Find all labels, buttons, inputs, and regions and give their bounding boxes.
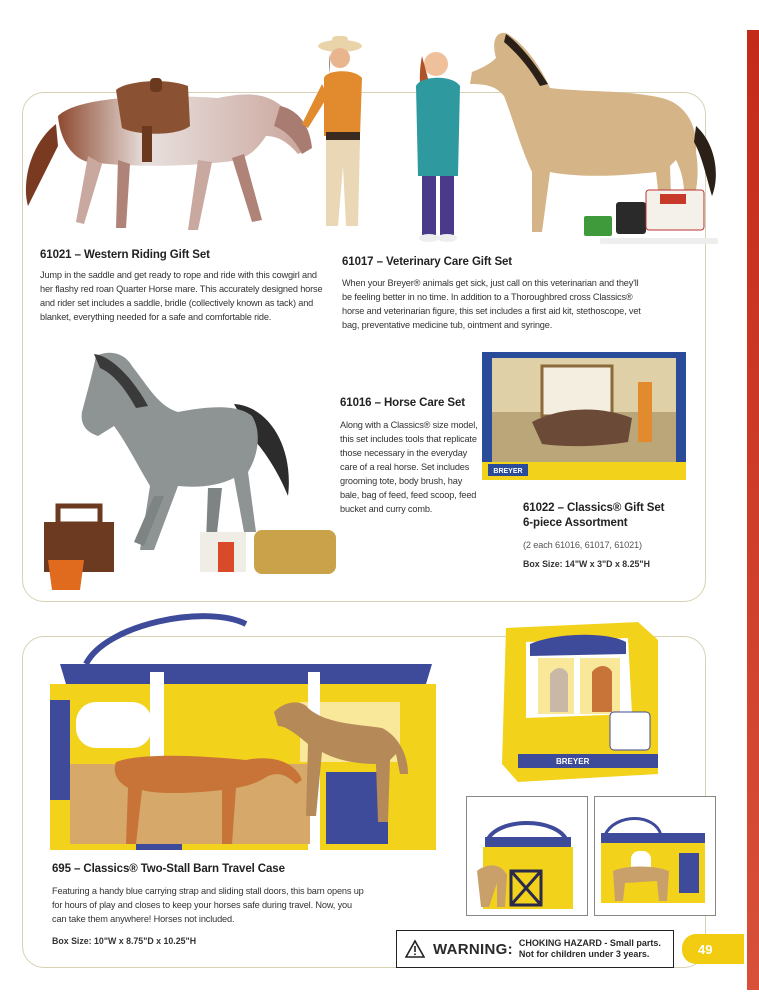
warning-triangle-icon — [405, 939, 425, 959]
page-number-tab — [682, 934, 744, 964]
barn-open-photo — [594, 796, 716, 916]
barn-closed-photo — [466, 796, 588, 916]
choking-hazard-warning — [396, 930, 674, 968]
classics-gift-set-box-size: Box Size: 14"W x 3"D x 8.25"H — [523, 559, 650, 569]
warning-label: WARNING: — [433, 940, 513, 958]
classics-gift-set-assortment: (2 each 61016, 61017, 61021) — [523, 540, 642, 550]
page-edge-stripe — [747, 30, 759, 990]
barn-travel-case-box-size: Box Size: 10"W x 8.75"D x 10.25"H — [52, 936, 197, 946]
horse-care-set-title: 61016 – Horse Care Set — [340, 397, 466, 409]
barn-travel-case-description: Featuring a handy blue carrying strap and sliding stall doors, this barn opens up for hours of play and closes to keep your horses safe during travel. Now, you can take them anywhere! Horses not included. — [52, 886, 364, 924]
western-riding-title: 61021 – Western Riding Gift Set — [40, 249, 210, 261]
barn-travel-case-title: 695 – Classics® Two-Stall Barn Travel Case — [52, 863, 285, 875]
veterinary-horse-image — [400, 26, 730, 256]
barn-retail-box-image — [498, 614, 662, 784]
western-riding-horse-image — [18, 36, 378, 246]
two-stall-barn-image — [46, 604, 454, 858]
horse-care-set-description: Along with a Classics® size model, this set includes tools that replicate those necessary in the everyday care of a real horse. Set includes grooming tote, body brush, hay bale, bag of feed, feed scoop, feed bucket and curry comb. — [340, 420, 478, 514]
barn-box-brand-label: BREYER — [556, 757, 590, 766]
classics-gift-set-title: 61022 – Classics® Gift Set — [523, 502, 665, 514]
veterinary-care-description: When your Breyer® animals get sick, just call on this veterinarian and they'll be feeling better in no time. In addition to a Thoroughbred cross Classics® horse and veterinarian figure, this set includes a first aid kit, stethoscope, vet bag, preventative medicine tub, ointment and syringe. — [342, 278, 641, 330]
page-number: 49 — [698, 941, 713, 957]
veterinary-care-title: 61017 – Veterinary Care Gift Set — [342, 256, 513, 268]
box-brand-label: BREYER — [493, 468, 523, 475]
warning-line-2: Not for children under 3 years. — [518, 949, 650, 959]
classics-gift-set-subtitle: 6-piece Assortment — [523, 517, 628, 529]
classics-gift-set-box-image — [482, 352, 686, 480]
warning-details — [519, 938, 661, 960]
warning-line-1: CHOKING HAZARD - Small parts. — [518, 938, 661, 948]
horse-care-set-image — [38, 346, 338, 596]
western-riding-description: Jump in the saddle and get ready to rope and ride with this cowgirl and her flashy red roan Quarter Horse mare. This accurately designed horse and rider set includes a saddle, bridle (collectively known as tack) and blanket, everything needed for a safe and comfortable ride. — [40, 270, 323, 322]
